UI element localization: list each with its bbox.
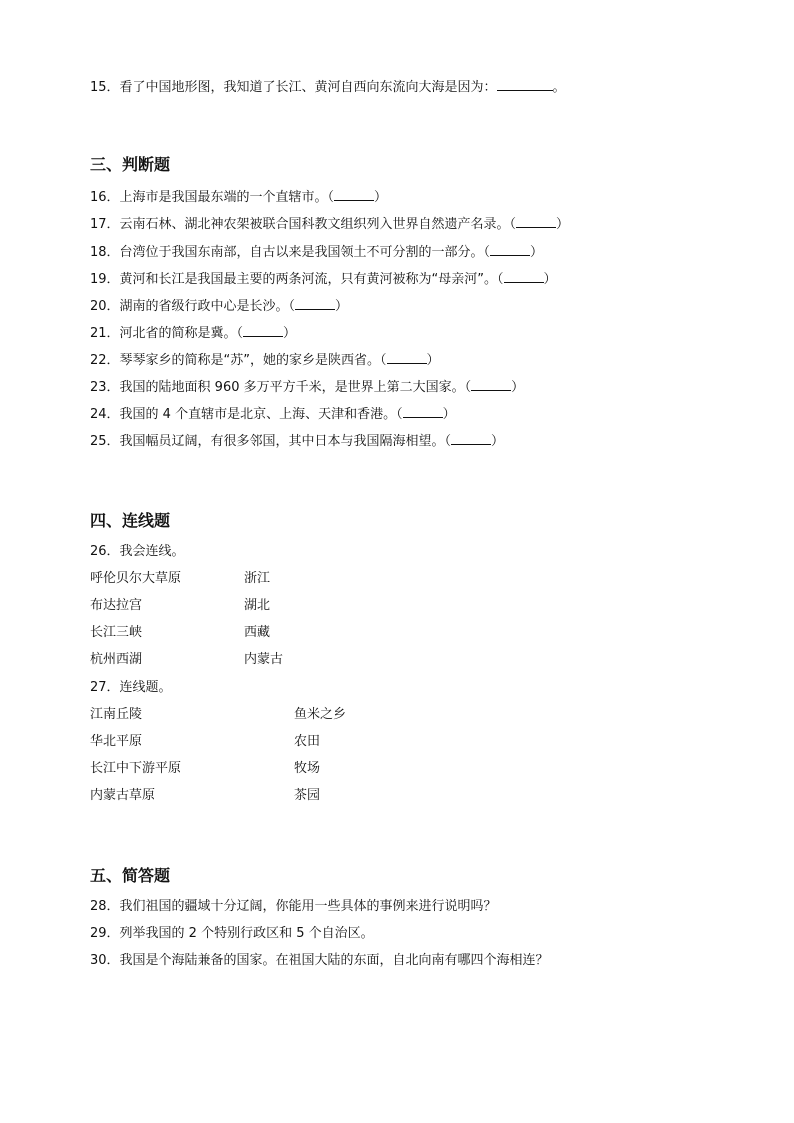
match-left-item: 杭州西湖: [90, 652, 143, 667]
answer-blank[interactable]: [387, 350, 427, 364]
close-paren: ）: [543, 272, 557, 287]
question-text: 19．黄河和长江是我国最主要的两条河流，只有黄河被称为“母亲河”。（: [90, 272, 504, 287]
question-text: 16．上海市是我国最东端的一个直辖市。（: [90, 190, 335, 205]
question-text: 22．琴琴家乡的简称是“苏”，她的家乡是陕西省。（: [90, 353, 387, 368]
question-15-end: 。: [552, 80, 566, 95]
question-text: 18．台湾位于我国东南部，自古以来是我国领土不可分割的一部分。（: [90, 245, 491, 260]
question-26-prompt: 26．我会连线。: [90, 544, 185, 559]
question-21: [90, 323, 296, 343]
match-right-item: 湖北: [244, 598, 271, 613]
match-right-item: 西藏: [244, 625, 271, 640]
close-paren: ）: [283, 326, 297, 341]
close-paren: ）: [442, 407, 456, 422]
question-text: 25．我国幅员辽阔，有很多邻国，其中日本与我国隔海相望。（: [90, 434, 452, 449]
close-paren: ）: [511, 380, 525, 395]
answer-blank[interactable]: [295, 296, 335, 310]
question-20: [90, 296, 348, 316]
section-4-heading: 四、连线题: [90, 511, 171, 530]
close-paren: ）: [556, 217, 570, 232]
match-left-item: 布达拉宫: [90, 598, 143, 613]
match-right-item: 茶园: [294, 788, 321, 803]
answer-blank[interactable]: [243, 323, 283, 337]
match-left-item: 江南丘陵: [90, 707, 143, 722]
question-29: 29．列举我国的 2 个特别行政区和 5 个自治区。: [90, 926, 374, 941]
question-text: 21．河北省的简称是冀。（: [90, 326, 244, 341]
question-18: [90, 242, 543, 262]
answer-blank[interactable]: [516, 214, 556, 228]
question-16: [90, 187, 387, 207]
answer-blank[interactable]: [471, 377, 511, 391]
match-right-item: 浙江: [244, 571, 271, 586]
answer-blank[interactable]: [403, 404, 443, 418]
question-17: [90, 214, 569, 234]
answer-blank[interactable]: [490, 242, 530, 256]
question-text: 23．我国的陆地面积 960 多万平方千米，是世界上第二大国家。（: [90, 380, 472, 395]
question-text: 20．湖南的省级行政中心是长沙。（: [90, 299, 296, 314]
question-30: 30．我国是个海陆兼备的国家。在祖国大陆的东面，自北向南有哪四个海相连？: [90, 953, 549, 968]
question-15: [90, 77, 566, 97]
match-right-item: 内蒙古: [244, 652, 284, 667]
question-text: 17．云南石林、湖北神农架被联合国科教文组织列入世界自然遗产名录。（: [90, 217, 517, 232]
question-19: [90, 269, 557, 289]
match-left-item: 呼伦贝尔大草原: [90, 571, 182, 586]
question-text: 24．我国的 4 个直辖市是北京、上海、天津和香港。（: [90, 407, 403, 422]
question-25: [90, 431, 504, 451]
close-paren: ）: [335, 299, 349, 314]
match-left-item: 内蒙古草原: [90, 788, 156, 803]
close-paren: ）: [426, 353, 440, 368]
question-15-text: 15．看了中国地形图，我知道了长江、黄河自西向东流向大海是因为：: [90, 80, 497, 95]
match-right-item: 牧场: [294, 761, 321, 776]
match-left-item: 华北平原: [90, 734, 143, 749]
match-left-item: 长江三峡: [90, 625, 143, 640]
question-23: [90, 377, 524, 397]
answer-blank[interactable]: [334, 187, 374, 201]
match-right-item: 农田: [294, 734, 321, 749]
section-3-heading: 三、判断题: [90, 155, 171, 174]
question-27-prompt: 27．连线题。: [90, 680, 172, 695]
close-paren: ）: [530, 245, 544, 260]
answer-blank[interactable]: [497, 77, 553, 91]
close-paren: ）: [491, 434, 505, 449]
match-left-item: 长江中下游平原: [90, 761, 182, 776]
match-right-item: 鱼米之乡: [294, 707, 347, 722]
close-paren: ）: [374, 190, 388, 205]
section-5-heading: 五、简答题: [90, 866, 171, 885]
question-28: 28．我们祖国的疆域十分辽阔，你能用一些具体的事例来进行说明吗？: [90, 899, 497, 914]
answer-blank[interactable]: [451, 431, 491, 445]
answer-blank[interactable]: [504, 269, 544, 283]
question-22: [90, 350, 440, 370]
question-24: [90, 404, 456, 424]
